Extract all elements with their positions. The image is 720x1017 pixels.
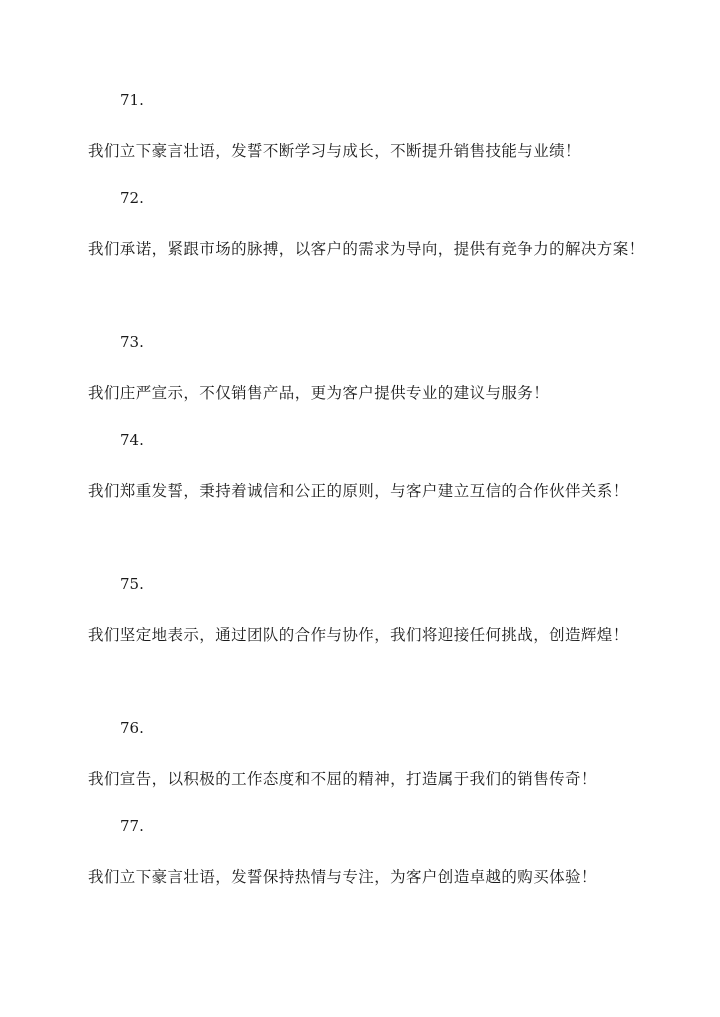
item-text: 我们立下豪言壮语，发誓保持热情与专注，为客户创造卓越的购买体验！ xyxy=(88,868,597,886)
item-text: 我们立下豪言壮语，发誓不断学习与成长，不断提升销售技能与业绩！ xyxy=(88,142,581,160)
item-number: 73. xyxy=(120,333,144,351)
item-text: 我们坚定地表示，通过团队的合作与协作，我们将迎接任何挑战，创造辉煌！ xyxy=(88,626,629,644)
item-number: 71. xyxy=(120,91,144,109)
item-text: 我们庄严宣示，不仅销售产品，更为客户提供专业的建议与服务！ xyxy=(88,384,550,402)
item-text: 我们承诺，紧跟市场的脉搏，以客户的需求为导向，提供有竞争力的解决方案！ xyxy=(88,240,645,258)
item-number: 72. xyxy=(120,189,144,207)
item-number: 75. xyxy=(120,575,144,593)
item-number: 76. xyxy=(120,719,144,737)
item-text: 我们宣告，以积极的工作态度和不屈的精神，打造属于我们的销售传奇！ xyxy=(88,770,597,788)
item-number: 74. xyxy=(120,431,144,449)
item-number: 77. xyxy=(120,817,144,835)
item-text: 我们郑重发誓，秉持着诚信和公正的原则，与客户建立互信的合作伙伴关系！ xyxy=(88,482,629,500)
